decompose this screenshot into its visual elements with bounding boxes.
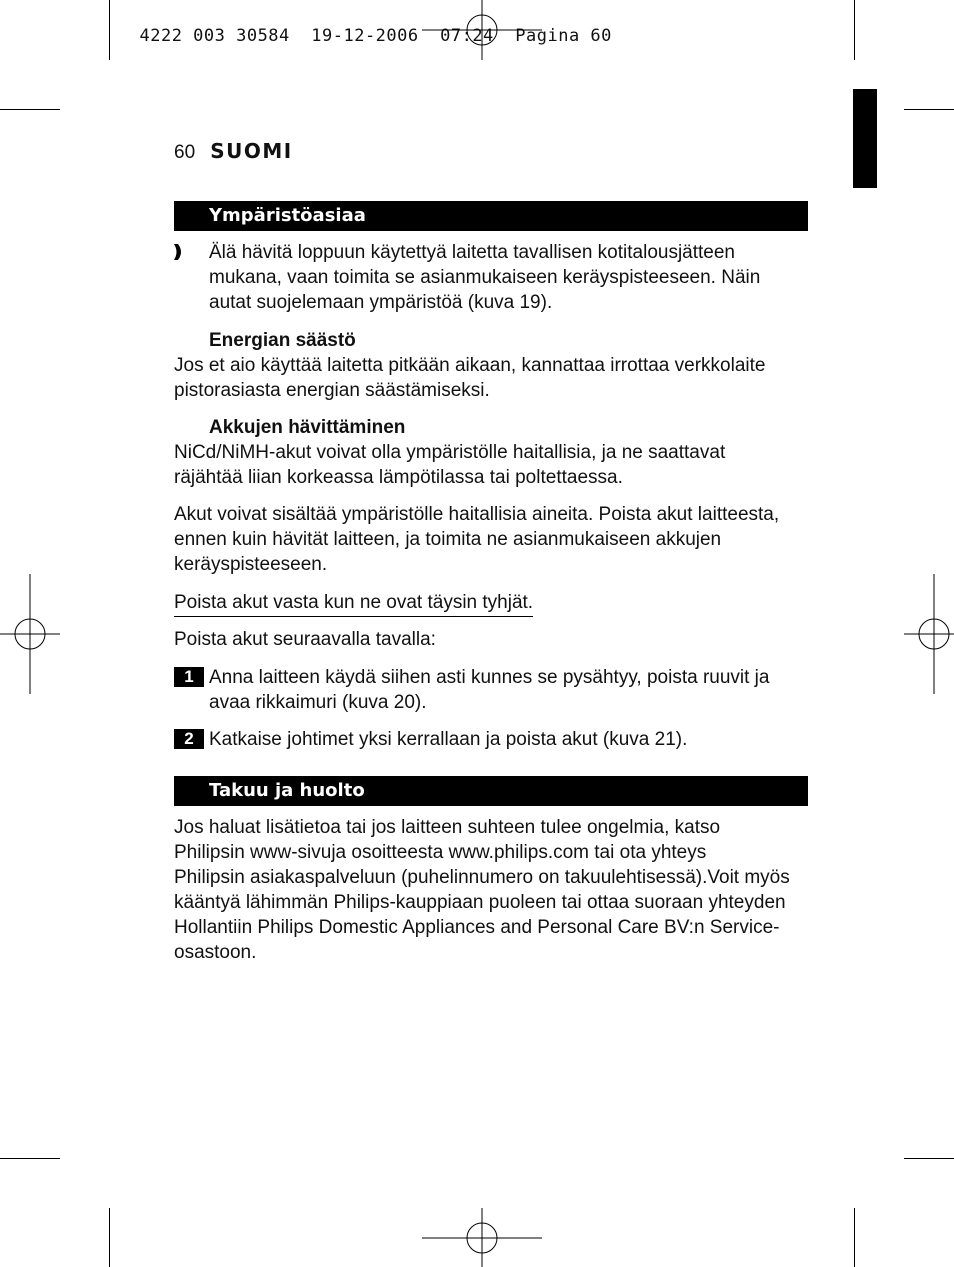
bullet-icon <box>174 244 184 260</box>
paragraph-battery-1 <box>174 440 808 490</box>
step-number-badge: 1 <box>174 667 204 687</box>
step-text <box>209 665 809 715</box>
text-line: räjähtää liian korkeassa lämpötilassa tai poltettaessa. <box>174 467 623 488</box>
crop-mark <box>854 1208 855 1267</box>
bullet-paragraph <box>209 240 809 315</box>
print-page-label: Pagina 60 <box>515 26 612 46</box>
text-line: Jos et aio käyttää laitetta pitkään aikaan, kannattaa irrottaa verkkolaite <box>174 355 766 376</box>
registration-mark-top <box>420 0 544 62</box>
text-fragment: Philipsin www-sivuja osoitteesta <box>174 842 449 863</box>
text-line: Jos haluat lisätietoa tai jos laitteen suhteen tulee ongelmia, katso <box>174 817 721 838</box>
paragraph-battery-2 <box>174 502 808 577</box>
instruction-intro: Poista akut seuraavalla tavalla: <box>174 629 436 650</box>
crop-mark <box>109 1208 110 1267</box>
thumb-tab <box>853 89 877 188</box>
text-line: NiCd/NiMH-akut voivat olla ympäristölle haitallisia, ja ne saattavat <box>174 442 726 463</box>
text-line: keräyspisteeseen. <box>174 554 328 575</box>
paragraph-warranty <box>174 815 814 965</box>
section-title-environment: Ympäristöasiaa <box>209 205 366 226</box>
text-line: autat suojelemaan ympäristöä (kuva 19). <box>209 292 553 313</box>
step-number-badge: 2 <box>174 729 204 749</box>
section-bar-environment <box>174 201 808 231</box>
text-line: Akut voivat sisältää ympäristölle haitallisia aineita. Poista akut laitteesta, <box>174 504 780 525</box>
text-line: kääntyä lähimmän Philips-kauppiaan puoleen tai ottaa suoraan yhteyden <box>174 892 786 913</box>
crop-mark <box>854 0 855 60</box>
paragraph-energy <box>174 353 808 403</box>
page-header <box>174 139 293 164</box>
crop-mark <box>109 0 110 60</box>
text-fragment: tai ota yhteys <box>589 842 707 863</box>
text-line: ennen kuin hävität laitteen, ja toimita ne asianmukaiseen akkujen <box>174 529 722 550</box>
registration-mark-right <box>902 573 954 695</box>
registration-mark-left <box>0 573 62 695</box>
crop-mark <box>0 109 60 110</box>
section-title-warranty: Takuu ja huolto <box>209 780 365 801</box>
heading-energy: Energian säästö <box>209 330 356 351</box>
crop-mark <box>904 1158 954 1159</box>
text-line: Anna laitteen käydä siihen asti kunnes se pysähtyy, poista ruuvit ja <box>209 667 770 688</box>
print-date: 19-12-2006 <box>311 26 419 46</box>
page-number: 60 <box>174 142 196 163</box>
text-line: pistorasiasta energian säästämiseksi. <box>174 380 490 401</box>
text-line: avaa rikkaimuri (kuva 20). <box>209 692 427 713</box>
crop-mark <box>904 109 954 110</box>
print-code: 4222 003 30584 <box>139 26 290 46</box>
text-line: mukana, vaan toimita se asianmukaiseen keräyspisteeseen. Näin <box>209 267 761 288</box>
text-line: Hollantiin Philips Domestic Appliances and Personal Care BV:n Service- <box>174 917 780 938</box>
heading-battery: Akkujen hävittäminen <box>209 417 406 438</box>
text-line: Katkaise johtimet yksi kerrallaan ja poista akut (kuva 21). <box>209 729 688 750</box>
section-bar-warranty <box>174 776 808 806</box>
print-time: 07:24 <box>440 26 494 46</box>
underlined-note: Poista akut vasta kun ne ovat täysin tyhjät. <box>174 590 533 617</box>
step-text <box>209 727 809 752</box>
text-line <box>174 840 814 865</box>
philips-website-link[interactable]: www.philips.com <box>448 842 589 863</box>
text-line: osastoon. <box>174 942 257 963</box>
text-line: Philipsin asiakaspalveluun (puhelinnumero on takuulehtisessä).Voit myös <box>174 867 790 888</box>
page-language: SUOMI <box>210 139 293 163</box>
text-line: Älä hävitä loppuun käytettyä laitetta tavallisen kotitalousjätteen <box>209 242 735 263</box>
crop-mark <box>0 1158 60 1159</box>
registration-mark-bottom <box>420 1206 544 1267</box>
